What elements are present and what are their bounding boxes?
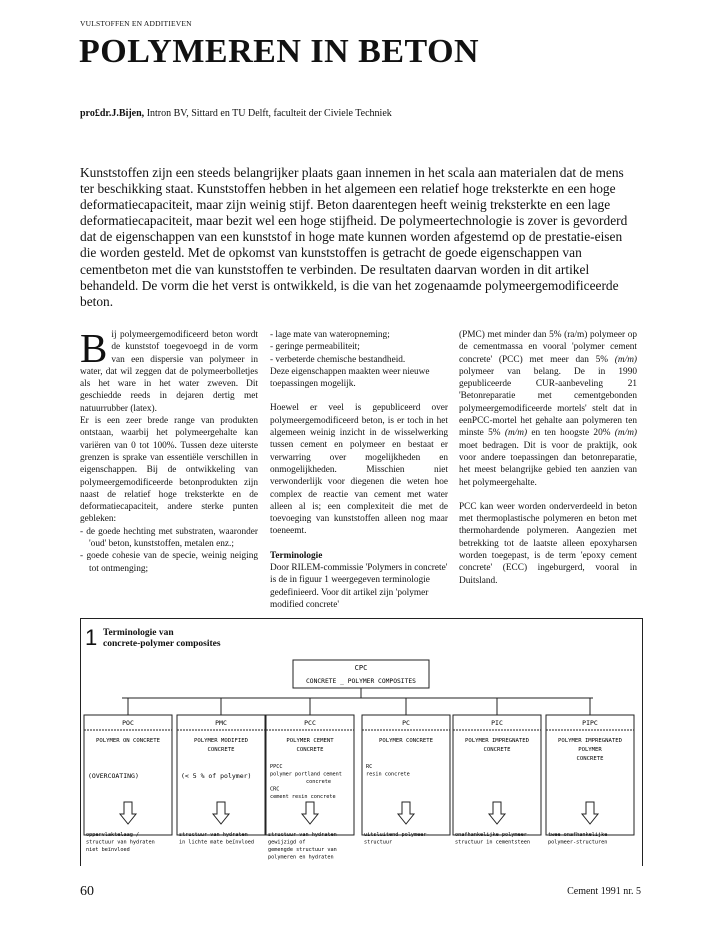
category-name: POLYMER MODIFIED bbox=[194, 738, 248, 744]
col3-paragraph-1: (PMC) met minder dan 5% (ra/m) polymeer op de cementmassa en vooral 'polymer cement concrete' (PCC) met meer dan 5% (m/m) polymeer van belang. De in 1990 gepubliceerde CUR-aanbeveling 21 'Betonreparatie met cementgebonden polymeergemodificeerde mortels' stelt dat in eenPCC-mortel het gehalte aan polymeren ten minste 5% (m/m) en ten hoogste 20% (m/m) moet bedragen. Dit is voor de praktijk, ook voor andere toepassingen dan betonreparatie, het meest belangrijke gebied ten aanzien van het polymeergehalte. bbox=[459, 330, 637, 488]
page-number: 60 bbox=[80, 884, 94, 899]
figure-number: 1 bbox=[85, 625, 98, 650]
column-2 bbox=[270, 329, 448, 611]
box-content-text: concrete bbox=[306, 779, 331, 785]
category-abbr: PIPC bbox=[582, 719, 598, 727]
root-full: CONCRETE _ POLYMER COMPOSITES bbox=[306, 678, 416, 685]
box-content-text: RC bbox=[366, 764, 373, 770]
article-title: POLYMEREN IN BETON bbox=[79, 33, 480, 70]
category-box bbox=[453, 715, 541, 835]
category-name: CONCRETE bbox=[296, 747, 324, 753]
category-name: POLYMER CEMENT bbox=[286, 738, 334, 744]
column-3 bbox=[459, 329, 637, 587]
box-description: oppervlaktelaag / bbox=[86, 832, 140, 838]
col2-list-item: - geringe permeabiliteit; bbox=[270, 342, 360, 353]
section-label: VULSTOFFEN EN ADDITIEVEN bbox=[80, 19, 192, 28]
box-content-text: (OVERCOATING) bbox=[88, 772, 139, 780]
box-content-text: polymer portland cement bbox=[270, 771, 342, 778]
drop-cap: B bbox=[80, 325, 108, 371]
down-arrow-icon bbox=[213, 802, 229, 824]
box-description: niet beïnvloed bbox=[86, 847, 130, 853]
col2-paragraph-3: Door RILEM-commissie 'Polymers in concrete' is de in figuur 1 weergegeven terminologie gedefinieerd. Voor dit artikel zijn 'polymer modified concrete' bbox=[270, 563, 448, 610]
terminology-diagram bbox=[80, 618, 641, 865]
box-description: polymeren en hydraten bbox=[268, 854, 334, 861]
byline bbox=[80, 108, 392, 119]
box-description: structuur van hydraten bbox=[268, 832, 337, 838]
down-arrow-icon bbox=[582, 802, 598, 824]
box-content-text: cement resin concrete bbox=[270, 794, 336, 800]
box-description: twee onafhankelijke bbox=[548, 832, 608, 838]
col1-paragraph-2: Er is een zeer brede range van produkten ontstaan, waarbij het polymeergehalte kan variëren van 0 tot 100%. Tussen deze uiterste grenzen is sprake van essentiële verschillen in eigenschappen. Bij de ontwikkeling van polymeergemodificeerde betonprodukten zijn naast de relatief hoge treksterkte en de deformatiecapaciteit, andere sterke punten gebleken: bbox=[80, 416, 258, 525]
col2-list-item: - verbeterde chemische bestandheid. bbox=[270, 354, 406, 365]
journal-reference: Cement 1991 nr. 5 bbox=[567, 886, 641, 897]
author-affiliation: Intron BV, Sittard en TU Delft, faculteit der Civiele Techniek bbox=[144, 108, 392, 119]
category-abbr: PMC bbox=[215, 719, 227, 727]
box-description: structuur van hydraten bbox=[86, 839, 155, 846]
col1-list-item: - goede cohesie van de specie, weinig neiging tot ontmenging; bbox=[80, 551, 258, 574]
down-arrow-icon bbox=[398, 802, 414, 824]
category-abbr: PC bbox=[402, 719, 410, 727]
box-description: polymeer-structuren bbox=[548, 839, 608, 846]
category-name: CONCRETE bbox=[207, 747, 235, 753]
author-name: pro£dr.J.Bijen, bbox=[80, 108, 145, 119]
box-content-text: (< 5 % of polymer) bbox=[181, 772, 252, 780]
category-abbr: PIC bbox=[491, 719, 503, 727]
box-description: uitsluitend polymeer- bbox=[364, 832, 430, 838]
box-content-text: resin concrete bbox=[366, 771, 410, 778]
down-arrow-icon bbox=[120, 802, 136, 824]
col2-list-item: - lage mate van wateropneming; bbox=[270, 330, 390, 340]
box-description: structuur in cementsteen bbox=[455, 839, 530, 846]
category-abbr: POC bbox=[122, 719, 134, 727]
box-description: gemengde structuur van bbox=[268, 847, 337, 853]
category-box bbox=[546, 715, 634, 835]
column-1 bbox=[80, 325, 258, 575]
col1-paragraph-1: Bij polymeergemodificeerd beton wordt de kunststof toegevoegd in de vorm van een dispersie van polymeer in water, dat wil zeggen dat de polymeerbolletjes als het ware in het water zweven. Dit geschiedde reeds in dejaren dertig met natuurrubber (latex). bbox=[80, 325, 258, 414]
root-abbr: CPC bbox=[354, 664, 368, 672]
box-description: structuur van hydraten bbox=[179, 832, 248, 838]
category-name: CONCRETE bbox=[483, 747, 511, 753]
col3-paragraph-2: PCC kan weer worden onderverdeeld in beton met thermoplastische polymeren en beton met thermohardende polymeren. Aangezien met betrekking tot de laatste alleen epoxyharsen worden toegepast, is de term 'epoxy cement concrete' (ECC) ingeburgerd, vooral in Duitsland. bbox=[459, 501, 637, 586]
category-name: POLYMER IMPREGNATED bbox=[465, 738, 529, 744]
category-name: POLYMER CONCRETE bbox=[379, 738, 433, 744]
category-name: POLYMER IMPREGNATED bbox=[558, 738, 622, 744]
col2-paragraph-1: Deze eigenschappen maakten weer nieuwe toepassingen mogelijk. bbox=[270, 366, 430, 390]
category-name: POLYMER bbox=[578, 747, 602, 753]
down-arrow-icon bbox=[489, 802, 505, 824]
col2-paragraph-2: Hoewel er veel is gepubliceerd over polymeergemodificeerd beton, is er toch in het algemeen weinig inzicht in de wisselwerking tussen cement en polymeer en bestaat er verwarring over mogelijkheden en onmogelijkheden. Misschien niet verwonderlijk voor diegenen die weten hoe complex de reactie van cement met water alleen al is; een complexiteit die met de toevoeging van kunststoffen alleen nog maar toeneemt. bbox=[270, 403, 448, 537]
figure-title: Terminologie van concrete-polymer composites bbox=[103, 628, 221, 649]
down-arrow-icon bbox=[302, 802, 318, 824]
intro-paragraph: Kunststoffen zijn een steeds belangrijker plaats gaan innemen in het scala aan materialen dat de mens ter beschikking staat. Kunststoffen hebben in het algemeen een relatief hoge treksterkte en een hoge deformatiecapaciteit, maar zijn weinig stijf. Beton daarentegen heeft weinig treksterkte en een lage deformatiecapaciteit, maar bezit wel een hoge stijfheid. De polymeertechnologie is zover is gevorderd dat de eigenschappen van een kunststof in hoge mate kunnen worden afgestemd op de prestatie-eisen die worden gesteld. Met de opkomst van kunststoffen is getracht de goede eigenschappen van cementbeton met die van kunststoffen te verbinden. De resultaten daarvan worden in dit artikel behandeld. De vorm die het verst is ontwikkeld, is die van het zogenaamde polymeergemodificeerde beton. bbox=[80, 165, 628, 309]
box-description: onafhankelijke polymeer- bbox=[455, 832, 530, 838]
box-description: structuur bbox=[364, 839, 393, 846]
col1-list-item: - de goede hechting met substraten, waaronder 'oud' beton, kunststoffen, metalen enz.; bbox=[80, 526, 258, 550]
category-name: POLYMER ON CONCRETE bbox=[96, 738, 160, 744]
box-description: in lichte mate beïnvloed bbox=[179, 839, 254, 846]
section-heading-terminologie: Terminologie bbox=[270, 550, 323, 561]
box-description: gewijzigd of bbox=[268, 839, 306, 846]
box-content-text: CRC bbox=[270, 786, 280, 793]
category-name: CONCRETE bbox=[576, 756, 604, 762]
box-content-text: PPCC bbox=[270, 764, 283, 770]
category-abbr: PCC bbox=[304, 719, 316, 727]
